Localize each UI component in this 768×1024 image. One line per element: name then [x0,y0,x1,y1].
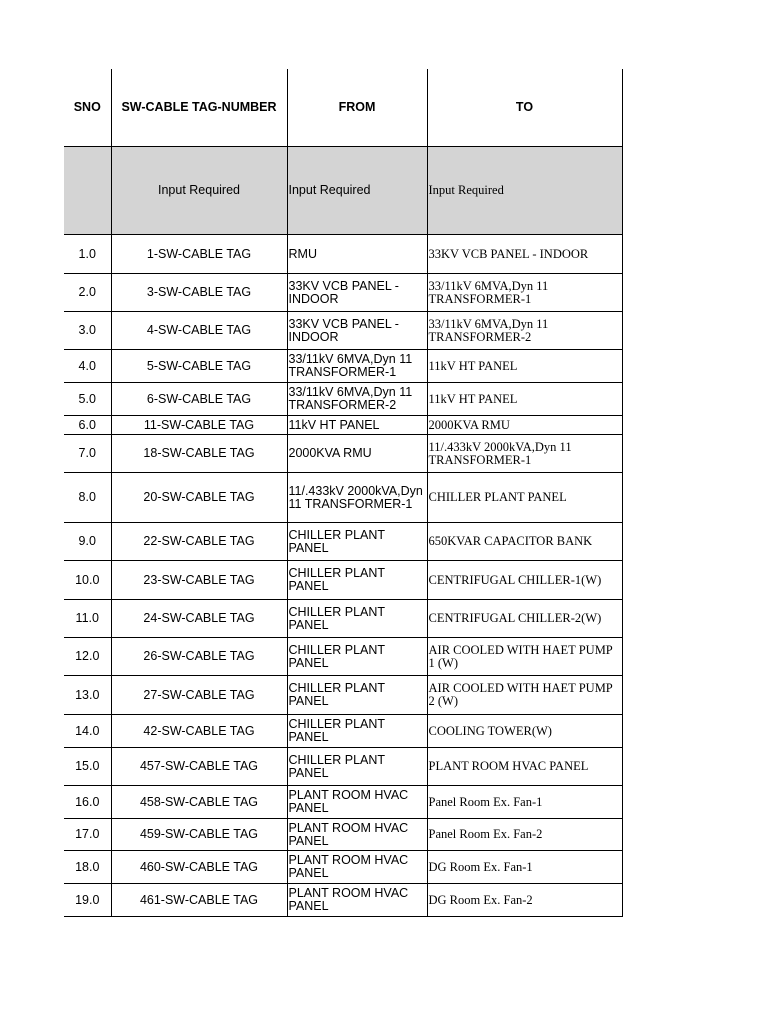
to-cell[interactable]: CENTRIFUGAL CHILLER-2(W) [427,600,622,638]
table-row [64,235,622,274]
from-cell[interactable]: 33KV VCB PANEL - INDOOR [287,274,427,312]
sno-cell[interactable]: 19.0 [64,884,111,917]
table-row [64,884,622,917]
sno-cell[interactable]: 7.0 [64,435,111,473]
header-row [64,69,622,147]
table-row [64,435,622,473]
from-cell[interactable]: 11kV HT PANEL [287,416,427,435]
input-to-cell[interactable]: Input Required [427,147,622,235]
tag-cell[interactable]: 11-SW-CABLE TAG [111,416,287,435]
tag-cell[interactable]: 460-SW-CABLE TAG [111,851,287,884]
tag-cell[interactable]: 27-SW-CABLE TAG [111,676,287,715]
table-row [64,819,622,851]
sno-cell[interactable]: 6.0 [64,416,111,435]
tag-cell[interactable]: 26-SW-CABLE TAG [111,638,287,676]
sno-cell[interactable]: 1.0 [64,235,111,274]
from-cell[interactable]: CHILLER PLANT PANEL [287,638,427,676]
table-row [64,748,622,786]
table-row [64,350,622,383]
to-cell[interactable]: AIR COOLED WITH HAET PUMP 2 (W) [427,676,622,715]
table-row [64,676,622,715]
to-cell[interactable]: 11kV HT PANEL [427,350,622,383]
sno-cell[interactable]: 3.0 [64,312,111,350]
to-cell[interactable]: 33/11kV 6MVA,Dyn 11 TRANSFORMER-1 [427,274,622,312]
header-tag-number: SW-CABLE TAG-NUMBER [111,69,287,147]
input-from-cell[interactable]: Input Required [287,147,427,235]
tag-cell[interactable]: 3-SW-CABLE TAG [111,274,287,312]
input-required-row [64,147,622,235]
from-cell[interactable]: CHILLER PLANT PANEL [287,715,427,748]
sno-cell[interactable]: 5.0 [64,383,111,416]
to-cell[interactable]: 33/11kV 6MVA,Dyn 11 TRANSFORMER-2 [427,312,622,350]
sno-cell[interactable]: 9.0 [64,523,111,561]
tag-cell[interactable]: 459-SW-CABLE TAG [111,819,287,851]
to-cell[interactable]: DG Room Ex. Fan-1 [427,851,622,884]
to-cell[interactable]: AIR COOLED WITH HAET PUMP 1 (W) [427,638,622,676]
table-row [64,786,622,819]
from-cell[interactable]: CHILLER PLANT PANEL [287,748,427,786]
from-cell[interactable]: PLANT ROOM HVAC PANEL [287,819,427,851]
tag-cell[interactable]: 6-SW-CABLE TAG [111,383,287,416]
to-cell[interactable]: 11/.433kV 2000kVA,Dyn 11 TRANSFORMER-1 [427,435,622,473]
tag-cell[interactable]: 1-SW-CABLE TAG [111,235,287,274]
sno-cell[interactable]: 4.0 [64,350,111,383]
tag-cell[interactable]: 457-SW-CABLE TAG [111,748,287,786]
from-cell[interactable]: CHILLER PLANT PANEL [287,676,427,715]
header-from: FROM [287,69,427,147]
sno-cell[interactable]: 17.0 [64,819,111,851]
from-cell[interactable]: 11/.433kV 2000kVA,Dyn 11 TRANSFORMER-1 [287,473,427,523]
sno-cell[interactable]: 18.0 [64,851,111,884]
header-sno: SNO [64,69,111,147]
table-row [64,523,622,561]
cable-schedule-table [64,69,623,917]
tag-cell[interactable]: 23-SW-CABLE TAG [111,561,287,600]
tag-cell[interactable]: 5-SW-CABLE TAG [111,350,287,383]
to-cell[interactable]: 650KVAR CAPACITOR BANK [427,523,622,561]
tag-cell[interactable]: 4-SW-CABLE TAG [111,312,287,350]
header-to: TO [427,69,622,147]
sno-cell[interactable]: 12.0 [64,638,111,676]
from-cell[interactable]: 2000KVA RMU [287,435,427,473]
sno-cell[interactable]: 8.0 [64,473,111,523]
from-cell[interactable]: PLANT ROOM HVAC PANEL [287,786,427,819]
from-cell[interactable]: PLANT ROOM HVAC PANEL [287,851,427,884]
table-row [64,561,622,600]
sno-cell[interactable]: 11.0 [64,600,111,638]
to-cell[interactable]: CENTRIFUGAL CHILLER-1(W) [427,561,622,600]
to-cell[interactable]: CHILLER PLANT PANEL [427,473,622,523]
from-cell[interactable]: 33/11kV 6MVA,Dyn 11 TRANSFORMER-1 [287,350,427,383]
table-row [64,715,622,748]
tag-cell[interactable]: 24-SW-CABLE TAG [111,600,287,638]
table-row [64,383,622,416]
tag-cell[interactable]: 461-SW-CABLE TAG [111,884,287,917]
from-cell[interactable]: CHILLER PLANT PANEL [287,600,427,638]
table-row [64,473,622,523]
to-cell[interactable]: COOLING TOWER(W) [427,715,622,748]
from-cell[interactable]: RMU [287,235,427,274]
sno-cell[interactable]: 13.0 [64,676,111,715]
from-cell[interactable]: 33/11kV 6MVA,Dyn 11 TRANSFORMER-2 [287,383,427,416]
to-cell[interactable]: PLANT ROOM HVAC PANEL [427,748,622,786]
to-cell[interactable]: 11kV HT PANEL [427,383,622,416]
input-sno-cell [64,147,111,235]
from-cell[interactable]: PLANT ROOM HVAC PANEL [287,884,427,917]
table-row [64,638,622,676]
to-cell[interactable]: 2000KVA RMU [427,416,622,435]
sno-cell[interactable]: 16.0 [64,786,111,819]
table-row [64,416,622,435]
sno-cell[interactable]: 10.0 [64,561,111,600]
from-cell[interactable]: CHILLER PLANT PANEL [287,523,427,561]
from-cell[interactable]: CHILLER PLANT PANEL [287,561,427,600]
to-cell[interactable]: 33KV VCB PANEL - INDOOR [427,235,622,274]
tag-cell[interactable]: 22-SW-CABLE TAG [111,523,287,561]
input-tag-cell[interactable]: Input Required [111,147,287,235]
table-row [64,274,622,312]
tag-cell[interactable]: 18-SW-CABLE TAG [111,435,287,473]
tag-cell[interactable]: 42-SW-CABLE TAG [111,715,287,748]
table-row [64,600,622,638]
to-cell[interactable]: DG Room Ex. Fan-2 [427,884,622,917]
sno-cell[interactable]: 2.0 [64,274,111,312]
sno-cell[interactable]: 14.0 [64,715,111,748]
table-row [64,312,622,350]
table-row [64,851,622,884]
to-cell[interactable]: Panel Room Ex. Fan-2 [427,819,622,851]
tag-cell[interactable]: 20-SW-CABLE TAG [111,473,287,523]
to-cell[interactable]: Panel Room Ex. Fan-1 [427,786,622,819]
from-cell[interactable]: 33KV VCB PANEL - INDOOR [287,312,427,350]
sno-cell[interactable]: 15.0 [64,748,111,786]
tag-cell[interactable]: 458-SW-CABLE TAG [111,786,287,819]
